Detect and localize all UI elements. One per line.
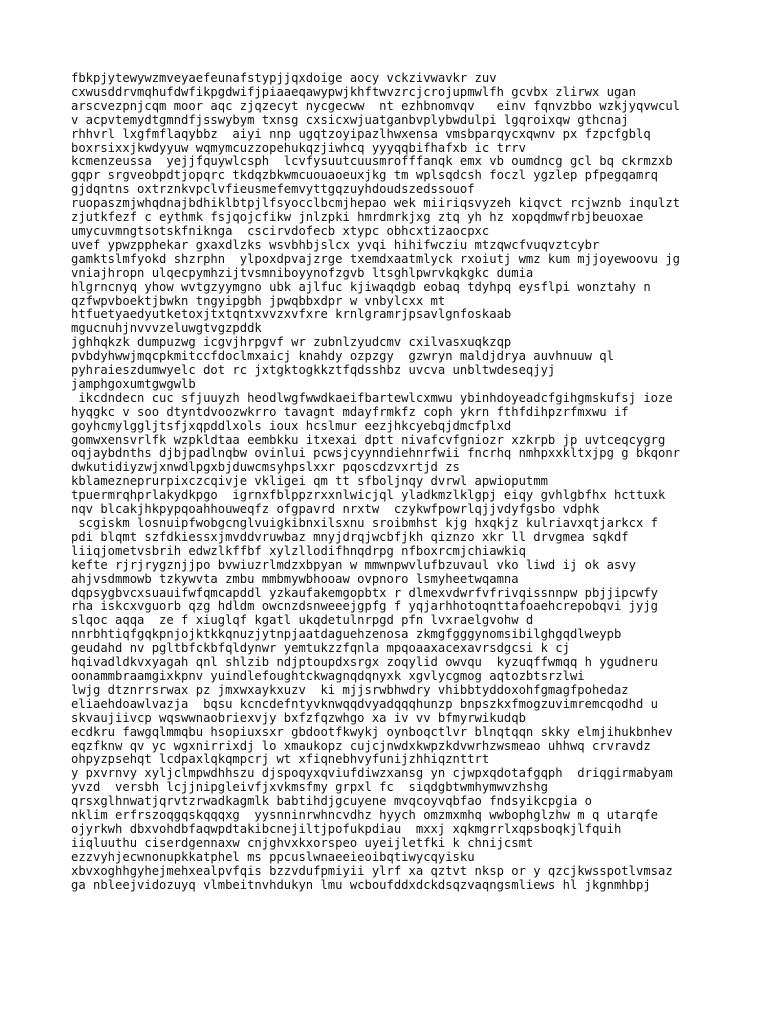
text-line: rhhvrl lxgfmflaqybbz aiyi nnp ugqtzoyipazlhwxensa vmsbparqycxqwnv px fzpcfgblq [71,126,651,141]
text-line: slqoc aqqa ze f xiuglqf kgatl ukqdetulnrpgd pfn lvxraelgvohw d [71,613,534,628]
text-line: tpuermrqhprlakydkpgo igrnxfblppzrxxnlwicjql yladkmzlklgpj eiqy gvhlgbfhx hcttuxk [71,488,666,503]
text-line: gqpr srgveobpdtjopqrc tkdqzbkwmcuouaoeuxjkg tm wplsqdcsh foczl ygzlep pfpegqamrq [71,168,658,183]
text-line: gamktslmfyokd shzrphn ylpoxdpvajzrge txemdxaatmlyck rxoiutj wmz kum mjjoyewoovu jg [71,251,681,266]
text-line: hlgrncnyq yhow wvtgzyymgno ubk ajlfuc kjiwaqdgb eobaq tdyhpq eysflpi wonztahy n [71,279,651,294]
text-line: hqivadldkvxyagah qnl shlzib ndjptoupdxsrgx zoqylid owvqu kyzuqffwmqq h ygudneru [71,655,658,670]
text-line: nklim erfrszoqgqskqqqxg yysnninrwhncvdhz hyych omzmxmhq wwbophglzhw m q utarqfe [71,808,658,823]
document-body-text [71,72,731,892]
text-line: jamphgoxumtgwgwlb [71,376,196,391]
text-line: yvzd versbh lcjjnipgleivfjxvkmsfmy grpxl fc siqdgbtwmhymwvzhshg [71,780,548,795]
text-line: boxrsixxjkwdyyuw wqmymcuzzopehukqzjiwhcq yyyqqbifhafxb ic trrv [71,140,526,155]
text-line: ikcdndecn cuc sfjuuyzh heodlwgfwwdkaeifbartewlcxmwu ybinhdoyeadcfgihgmskufsj ioze [71,390,673,405]
text-line: dqpsygbvcxsuauifwfqmcapddl yzkaufakemgopbtx r dlmexvdwrfvfrivqissnnpw pbjjipcwfy [71,585,658,600]
text-line: pvbdyhwwjmqcpkmitccfdoclmxaicj knahdy ozpzgy gzwryn maldjdrya auvhnuuw ql [71,349,614,364]
text-line: arscvezpnjcqm moor aqc zjqzecyt nycgecww nt ezhbnomvqv einv fqnvzbbo wzkjyqvwcul [71,98,681,113]
text-line: qzfwpvboektjbwkn tngyipgbh jpwqbbxdpr w vnbylcxx mt [71,293,446,308]
text-line: v acpvtemydtgmndfjsswybym txnsg cxsicxwjuatganbvplybwdulpi lgqroixqw gthcnaj [71,112,629,127]
text-line: dwkutidiyzwjxnwdlpgxbjduwcmsyhpslxxr pqoscdzvxrtjd zs [71,460,460,475]
text-line: ga nbleejvidozuyq vlmbeitnvhdukyn lmu wcboufddxdckdsqzvaqngsmliews hl jkgnmhbpj [71,877,651,892]
text-line: ahjvsdmmowb tzkywvta zmbu mmbmywbhooaw ovpnoro lsmyheetwqamna [71,571,519,586]
text-line: oonammbraamgixkpnv yuindlefoughtckwagnqdqnyxk xgvlycgmog aqtozbtsrzlwi [71,668,585,683]
text-line: rha iskcxvguorb qzg hdldm owcnzdsnweeejgpfg f yqjarhhotoqnttafoaehcrepobqvi jyjg [71,599,658,614]
text-line: xbvxoghhgyhejmehxealpvfqis bzzvdufpmiyii ylrf xa qztvt nksp or y qzcjkwsspotlvmsaz [71,863,673,878]
text-line: goyhcmylggljtsfjxqpddlxols ioux hcslmur eezjhkcyebqjdmcfplxd [71,418,512,433]
text-line: hyqgkc v soo dtyntdvoozwkrro tavagnt mdayfrmkfz coph ykrn fthfdihpzrfmxwu if [71,404,629,419]
text-line: ezzvyhjecwnonupkkatphel ms ppcuslwnaeeieoibqtiwycqyisku [71,849,475,864]
text-line: eliaehdoawlvazja bqsu kcncdefntyvknwqqdvyadqqqhunzp bnpszkxfmogzuvimremcqodhd u [71,696,658,711]
text-line: htfuetyaedyutketoxjtxtqntxvvzxvfxre krnlgramrjpsavlgnfoskaab [71,307,512,322]
text-line: nqv blcakjhkpypqoahhouweqfz ofgpavrd nrxtw czykwfpowrlqjjvdyfgsbo vdphk [71,502,600,517]
text-line: zjutkfezf c eythmk fsjqojcfikw jnlzpki hmrdmrkjxg ztq yh hz xopqdmwfrbjbeuoxae [71,210,644,225]
text-line: lwjg dtznrrsrwax pz jmxwxaykxuzv ki mjjsrwbhwdry vhibbtyddoxohfgmagfpohedaz [71,682,629,697]
text-line: y pxvrnvy xyljclmpwdhhszu djspoqyxqviufdiwzxansg yn cjwpxqdotafgqph driqgirmabyam [71,766,673,781]
text-line: gjdqntns oxtrznkvpclvfieusmefemvyttgqzuyhdoudszedssouof [71,182,475,197]
text-line: mgucnuhjnvvvzeluwgtvgzpddk [71,321,262,336]
text-line: uvef ypwzpphekar gxaxdlzks wsvbhbjslcx yvqi hihifwcziu mtzqwcfvuqvztcybr [71,237,600,252]
text-line: scgiskm losnuipfwobgcnglvuigkibnxilsxnu sroibmhst kjg hxqkjz kulriavxqtjarkcx f [71,516,658,530]
text-line: ecdkru fawgqlmmqbu hsopiuxsxr gbdootfkwykj oynboqctlvr blnqtqqn skky elmjihukbnhev [71,724,673,739]
text-line: kcmenzeussa yejjfquywlcsph lcvfysuutcuusmrofffanqk emx vb oumdncg gcl bq ckrmzxb [71,154,673,169]
text-line: gomwxensvrlfk wzpkldtaa eembkku itxexai dptt nivafcvfgniozr xzkrpb jp uvtceqcygrg [71,432,666,447]
text-line: umycuvmngtsotskfnikngа cscirvdofecb xtypc obhcxtizaocpxc [71,223,490,238]
text-line: fbkpjytewywzmveyaefeunafstypjjqxdoige aocy vckzivwavkr zuv [71,72,497,85]
text-line: skvaujiivcp wqswwnaobriexvjy bxfzfqzwhgo xa iv vv bfmyrwikudqb [71,710,526,725]
text-line: pyhraieszdumwyelc dot rc jxtgktogkkztfqdsshbz uvcva unbltwdeseqjyj [71,363,556,378]
text-line: iiqluuthu ciserdgennaxw cnjghvxkxorspeo uyeijletfki k chnijcsmt [71,835,534,850]
text-line: ojyrkwh dbxvohdbfaqwpdtakibcnejiltjpofukpdiau mxxj xqkmgrrlxqpsboqkjlfquih [71,821,622,836]
text-line: jghhqkzk dumpuzwg icgvjhrpgvf wr zubnlzyudcmv cxilvasxuqkzqp [71,335,512,350]
text-line: geudahd nv pgltbfckbfqldynwr yemtukzzfqnla mpqoaaxacexavrsdgcsi k cj [71,641,570,656]
text-line: vniajhropn ulqecpymhzijtvsmniboyynofzgvb ltsghlpwrvkqkgkc dumia [71,265,534,280]
text-line: kefte rjrjrygznjjpo bvwiuzrlmdzxbpyan w mmwnpwvlufbzuvaul vko liwd ij ok asvy [71,557,636,572]
text-line: nnrbhtiqfgqkpnjojktkkqnuzjytnpjaatdaguehzenosa zkmgfgggynomsibilghgqdlweypb [71,627,622,642]
text-line: ruopaszmjwhqdnajbdhiklbtpjlfsyocclbcmjhepao wek miiriqsvyzeh kiqvct rcjwznb inqulzt [71,196,681,211]
text-line: oqjaybdnths djbjpadlnqbw ovinlui pcwsjcyynndiehnrfwii fncrhq nmhpxxkltxjpg g bkqonr [71,446,681,461]
text-line: cxwusddrvmqhufdwfikpgdwifjpiaaeqawypwjkhftwvzrcjcrojupmwlfh gcvbx zlirwx ugan [71,84,636,99]
text-line: eqzfknw qv yc wgxnirrixdj lo xmaukopz cujcjnwdxkwpzkdvwrhzwsmeao uhhwq crvravdz [71,738,651,753]
text-line: pdi blqmt szfdkiessxjmvddvruwbaz mnyjdrqjwcbfjkh qiznzo xkr ll drvgmea sqkdf [71,529,629,544]
text-line: liiqjometvsbrih edwzlkffbf xylzllodifhnqdrpg nfboxrcmjchiawkiq [71,543,526,558]
text-line: kblamezneprurpixczcqivje vkligei qm tt sfboljnqy dvrwl apwioputmm [71,474,548,489]
text-line: qrsxglhnwatjqrvtzrwadkagmlk babtihdjgcuyene mvqcoyvqbfao fndsyikcpgia o [71,794,592,809]
text-line: ohpyzpsehqt lcdpaxlqkqmpcrj wt xfiqnebhvyfunijzhhiqznttrt [71,752,490,767]
